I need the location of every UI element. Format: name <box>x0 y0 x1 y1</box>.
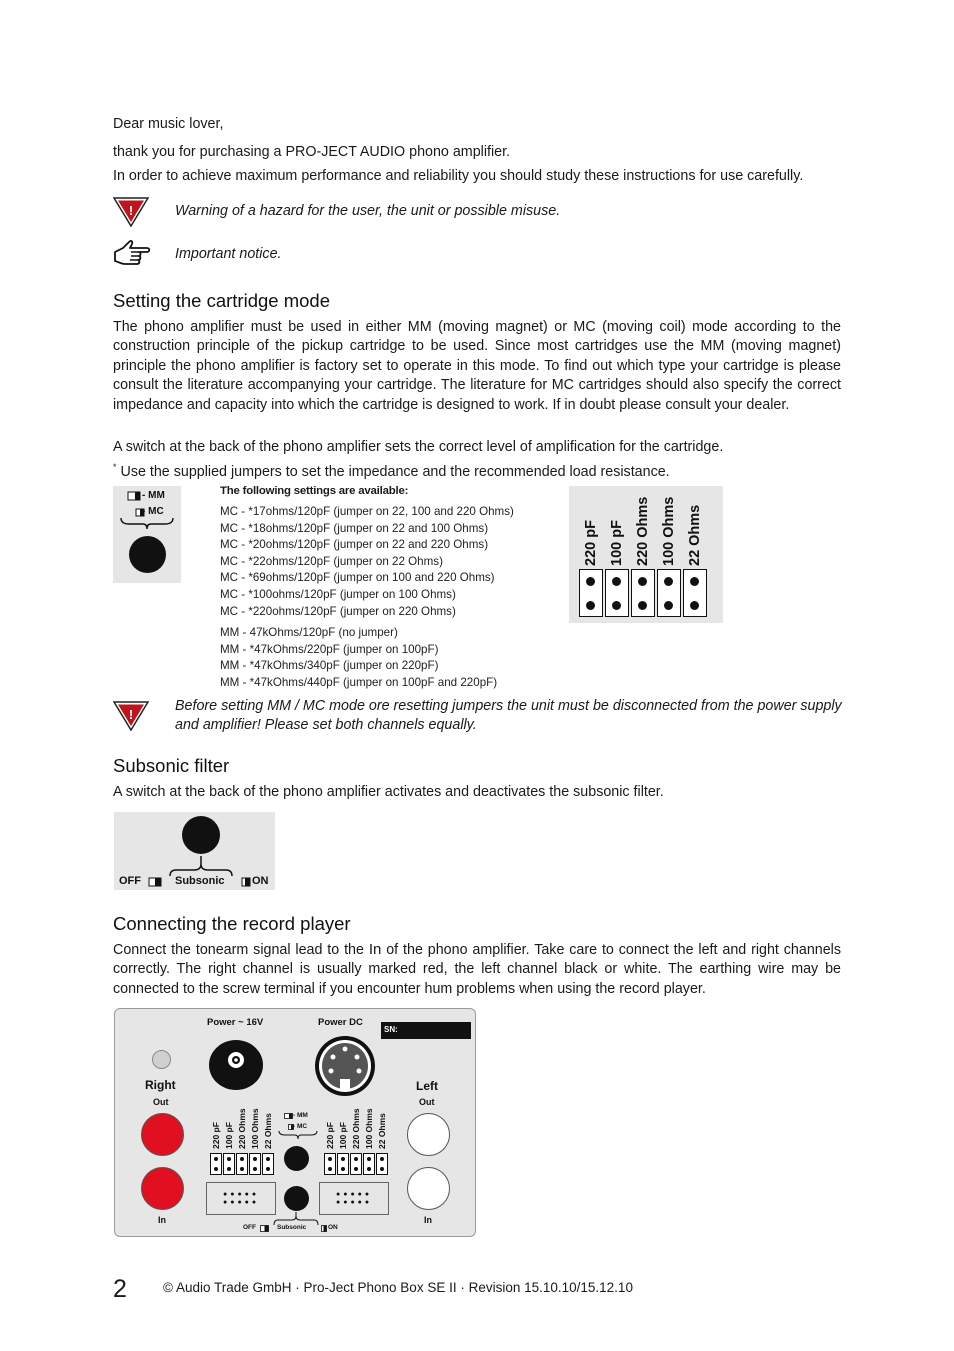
setting-line: MC - *17ohms/120pF (jumper on 22, 100 and 220 Ohms) <box>220 505 514 518</box>
right-out-rca-jack[interactable] <box>141 1113 184 1156</box>
record-text-a: Connect the tonearm signal lead to the <box>113 942 369 958</box>
mc-settings-list <box>220 504 514 620</box>
cartridge-jumper-text <box>113 458 670 482</box>
serial-number-plate: SN: <box>381 1022 471 1039</box>
power-ac-label: Power ~ 16V <box>207 1017 264 1028</box>
switch-off-icon <box>260 1225 269 1232</box>
svg-text:!: ! <box>128 707 134 722</box>
jumper-pin-pair[interactable] <box>657 569 681 617</box>
brace-icon <box>277 1130 319 1140</box>
record-paragraph <box>113 940 841 999</box>
jumper-panel <box>569 486 723 623</box>
rp-jumper-label: 220 pF <box>211 1122 221 1149</box>
subsonic-switch-knob[interactable] <box>182 816 220 854</box>
rp-jumper-label: 100 Ohms <box>364 1108 374 1149</box>
cartridge-paragraph: The phono amplifier must be used in either MM (moving magnet) or MC (moving coil) mode according to the construction principle of the pickup cartridge to be used. Since most cartridges use the MM (moving magnet) principle the phono amplifier is factory set to operate in this mode. To find out which type your cartridge is please consult the literature accompanying your cartridge. The literature for MC cartridges should also specify the correct impedance and capacity into which the cartridge is designed to work. If in doubt please consult your dealer. <box>113 319 841 413</box>
legend-warning-text: Warning of a hazard for the user, the unit or possible misuse. <box>175 203 561 219</box>
rp-jumper-label: 100 Ohms <box>250 1108 260 1149</box>
mm-settings-list <box>220 625 497 691</box>
warning-triangle-icon <box>113 197 149 227</box>
setting-line: MM - *47kOhms/340pF (jumper on 220pF) <box>220 659 439 673</box>
brace-icon <box>119 516 175 530</box>
switch-mm-label: - MM <box>142 490 165 501</box>
settings-title: The following settings are available: <box>220 485 409 497</box>
right-out-label: Out <box>153 1097 169 1107</box>
switch-on-icon <box>321 1225 327 1232</box>
subsonic-label: Subsonic <box>175 875 225 887</box>
rp-jumper-label: 22 Ohms <box>263 1113 273 1149</box>
jumper-label: 100 Ohms <box>661 496 677 566</box>
left-channel-label: Left <box>416 1079 438 1093</box>
rp-jumper-pin-pair[interactable] <box>262 1153 274 1175</box>
cartridge-switch-text: A switch at the back of the phono amplifier sets the correct level of amplification for the cartridge. <box>113 439 724 455</box>
rp-jumper-label: 220 Ohms <box>237 1108 247 1149</box>
power-ac-jack[interactable] <box>208 1039 265 1091</box>
svg-text:!: ! <box>128 203 134 218</box>
jumper-text: Use the supplied jumpers to set the impedance and the recommended load resistance. <box>116 463 670 480</box>
section-heading-cartridge: Setting the cartridge mode <box>113 290 330 311</box>
jumper-pin-pair[interactable] <box>605 569 629 617</box>
setting-line: MC - *69ohms/120pF (jumper on 100 and 220 Ohms) <box>220 571 495 585</box>
left-connector-block: ●●●●● ●●●●● <box>206 1182 276 1215</box>
record-text-b: of the phono amplifier. Take care to connect the left and right channels correctly. The right channel is usually marked red, the left channel black or white. The earthing wire may be connected to the screw terminal if you encounter hum problems when using the record player. <box>113 942 842 997</box>
intro-thanks: thank you for purchasing a PRO-JECT AUDIO phono amplifier. <box>113 144 511 160</box>
record-text-in: In <box>368 941 382 958</box>
setting-line: MC - *100ohms/120pF (jumper on 100 Ohms) <box>220 587 456 601</box>
rp-jumper-pin-pair[interactable] <box>210 1153 222 1175</box>
subsonic-off-label: OFF <box>119 875 141 887</box>
footer-copyright: © Audio Trade GmbH · Pro-Ject Phono Box SE II · Revision 15.10.10/15.12.10 <box>163 1280 633 1295</box>
asterisk-mark: * <box>113 462 117 472</box>
switch-up-icon <box>127 491 141 501</box>
ground-screw[interactable] <box>152 1050 171 1069</box>
rp-jumper-pin-pair[interactable] <box>223 1153 235 1175</box>
rp-on-label: ON <box>328 1224 338 1231</box>
rp-jumper-label: 220 pF <box>325 1122 335 1149</box>
section-heading-subsonic: Subsonic filter <box>113 755 230 776</box>
left-out-label: Out <box>419 1097 435 1107</box>
jumper-pin-pair[interactable] <box>579 569 603 617</box>
subsonic-paragraph: A switch at the back of the phono amplifier activates and deactivates the subsonic filter. <box>113 784 664 800</box>
switch-up-icon <box>284 1113 293 1119</box>
rear-panel-diagram <box>114 1008 476 1237</box>
rp-jumper-pin-pair[interactable] <box>324 1153 336 1175</box>
rp-subsonic-switch-knob[interactable] <box>284 1186 309 1211</box>
setting-line: MC - *20ohms/120pF (jumper on 22 and 220 Ohms) <box>220 538 489 552</box>
jumper-pin-pair[interactable] <box>631 569 655 617</box>
power-dc-label: Power DC <box>318 1017 363 1028</box>
setting-line: MM - 47kOhms/120pF (no jumper) <box>220 626 398 639</box>
page-number: 2 <box>113 1275 127 1303</box>
rp-jumper-pin-pair[interactable] <box>363 1153 375 1175</box>
setting-line: MC - *18ohms/120pF (jumper on 22 and 100 Ohms) <box>220 521 489 535</box>
legend-notice-text: Important notice. <box>175 246 282 262</box>
rp-jumper-label: 220 Ohms <box>351 1108 361 1149</box>
left-in-label: In <box>424 1215 432 1225</box>
rp-jumper-label: 100 pF <box>224 1122 234 1149</box>
setting-line: MM - *47kOhms/220pF (jumper on 100pF) <box>220 642 439 656</box>
mode-warning-text: Before setting MM / MC mode ore resetting jumpers the unit must be disconnected from the power supply and amplifier! Please set both channels equally. <box>175 698 842 734</box>
mm-mc-switch-panel <box>113 486 181 583</box>
pointing-hand-icon <box>113 238 153 270</box>
subsonic-switch-panel <box>114 812 275 890</box>
jumper-label: 100 pF <box>609 520 625 566</box>
setting-line: MM - *47kOhms/440pF (jumper on 100pF and 220pF) <box>220 675 498 689</box>
setting-line: MC - *22ohms/120pF (jumper on 22 Ohms) <box>220 554 443 568</box>
section-heading-record-player: Connecting the record player <box>113 913 351 934</box>
right-in-label: In <box>158 1215 166 1225</box>
setting-line: MC - *220ohms/120pF (jumper on 220 Ohms) <box>220 604 456 618</box>
rp-jumper-pin-pair[interactable] <box>337 1153 349 1175</box>
rp-jumper-pin-pair[interactable] <box>350 1153 362 1175</box>
rp-mc-label: - MC <box>293 1123 308 1130</box>
left-in-rca-jack[interactable] <box>407 1167 450 1210</box>
power-dc-jack[interactable] <box>313 1035 378 1097</box>
intro-instructions: In order to achieve maximum performance and reliability you should study these instructions for use carefully. <box>113 168 804 184</box>
right-channel-label: Right <box>145 1078 176 1092</box>
right-in-rca-jack[interactable] <box>141 1167 184 1210</box>
mode-switch-knob[interactable] <box>129 536 166 573</box>
left-out-rca-jack[interactable] <box>407 1113 450 1156</box>
greeting: Dear music lover, <box>113 116 224 132</box>
jumper-label: 220 Ohms <box>635 496 651 566</box>
rp-jumper-pin-pair[interactable] <box>376 1153 388 1175</box>
rp-jumper-pin-pair[interactable] <box>249 1153 261 1175</box>
right-connector-block: ●●●●● ●●●●● <box>319 1182 389 1215</box>
warning-triangle-icon <box>113 701 149 731</box>
rp-jumper-pin-pair[interactable] <box>236 1153 248 1175</box>
rp-mode-switch-knob[interactable] <box>284 1146 309 1171</box>
subsonic-on-label: ON <box>252 875 269 887</box>
rp-subsonic-label: Subsonic <box>277 1224 307 1231</box>
switch-mc-label: - MC <box>142 506 164 517</box>
jumper-label: 220 pF <box>583 520 599 566</box>
rp-jumper-label: 100 pF <box>338 1122 348 1149</box>
jumper-pin-pair[interactable] <box>683 569 707 617</box>
switch-off-icon <box>148 876 162 887</box>
switch-on-icon <box>241 876 251 887</box>
rp-off-label: OFF <box>243 1224 256 1231</box>
rp-jumper-label: 22 Ohms <box>377 1113 387 1149</box>
jumper-label: 22 Ohms <box>687 504 703 566</box>
rp-mm-label: - MM <box>293 1112 308 1119</box>
